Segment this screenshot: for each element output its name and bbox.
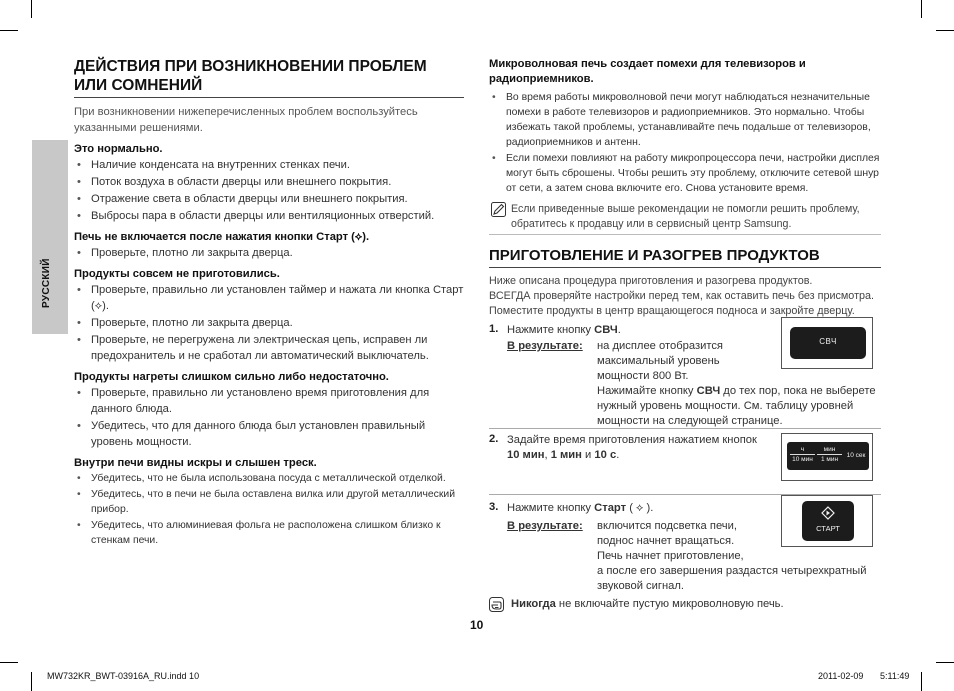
interference-heading: Микроволновая печь создает помехи для телевизоров и радиоприемников. [489,58,806,85]
note-text: Если приведенные выше рекомендации не помогли решить проблему, обратитесь к продавцу или в сервисный центр Samsung. [511,203,860,230]
cooking-title: ПРИГОТОВЛЕНИЕ И РАЗОГРЕВ ПРОДУКТОВ [489,247,881,268]
section-heading: Это нормально. [74,143,163,155]
list-item: • Проверьте, правильно ли установлено время приготовления для данного блюда. [74,385,464,417]
bullet-list [74,471,464,548]
bullet-list [74,245,464,261]
button-panel [787,442,869,470]
step-3 [489,501,881,591]
crop-mark [936,30,954,31]
list-item: • Проверьте, плотно ли закрыта дверца. [74,245,464,261]
footer-filename: MW732KR_BWT-03916A_RU.indd 10 [47,671,200,681]
step-text: Нажмите кнопку СВЧ. [507,324,621,336]
result-label: В результате: [507,340,583,352]
list-item: • Убедитесь, что не была использована посуда с металлической отделкой. [74,471,464,486]
desc-line: Ниже описана процедура приготовления и разогрева продуктов. [489,275,813,287]
step-text: Задайте время приготовления нажатием кнопок 10 мин, 1 мин и 10 с. [507,434,757,461]
crop-mark [31,0,32,18]
list-item: • Убедитесь, что алюминиевая фольга не расположена слишком близко к стенкам печи. [74,518,464,548]
display-readout: СВЧ [819,337,837,346]
warning-text: не включайте пустую микроволновую печь. [555,598,784,610]
crop-mark [31,672,32,691]
list-item: • Убедитесь, что для данного блюда был установлен правильный уровень мощности. [74,418,464,450]
section-heading: Продукты нагреты слишком сильно либо недостаточно. [74,371,389,383]
list-item: • Проверьте, правильно ли установлен таймер и нажата ли кнопка Старт (⟡). [74,282,464,314]
footer-date: 2011-02-09 [818,671,864,681]
start-button-label: СТАРТ [816,524,840,533]
warning-hand-icon [489,597,504,612]
list-item: • Выбросы пара в области дверцы или вентиляционных отверстий. [74,208,464,224]
result-text: на дисплее отобразится максимальный уровень мощности 800 Вт. Нажимайте кнопку СВЧ до тех пор, пока не выберете нужный уровень мощности. См. таблицу уровней мощности на следующей странице. [597,340,876,427]
section-heading: Продукты совсем не приготовились. [74,268,280,280]
language-tab [32,140,68,334]
list-item: • Наличие конденсата на внутренних стенках печи. [74,157,464,173]
bullet-list [489,90,881,196]
section-heading: Печь не включается после нажатия кнопки Старт (⟡). [74,231,370,243]
crop-mark [0,30,18,31]
display-illustration [781,317,873,369]
step-1 [489,323,881,429]
list-item: • Во время работы микроволновой печи могут наблюдаться незначительные помехи в работе телевизоров и радиоприемников. Это нормально. Чтобы избежать такой проблемы, устанавливайте печь подальше от телевизоров, радиоприемников и антенн. [489,90,881,150]
step-number: 2. [489,433,499,445]
step-2 [489,433,881,495]
start-button-graphic [802,501,854,541]
bullet-list [74,282,464,364]
troubleshooting-intro: При возникновении нижеперечисленных проблем воспользуйтесь указанными решениями. [74,106,418,134]
crop-mark [936,662,954,663]
warning-block [489,597,881,612]
cooking-description [489,274,881,319]
desc-line: Поместите продукты в центр вращающегося подноса и закройте дверцу. [489,305,855,317]
list-item: • Если помехи повлияют на работу микропроцессора печи, настройки дисплея могут быть сброшены. Чтобы решить эту проблему, отключите сетевой шнур от сети, а затем снова включите его. Снова установите время. [489,151,881,196]
list-item: • Проверьте, не перегружена ли электрическая цепь, исправен ли предохранитель и не сработал ли автоматический выключатель. [74,332,464,364]
start-button-illustration [781,495,873,547]
section-heading: Внутри печи видны искры и слышен треск. [74,457,317,469]
bullet-list [74,157,464,224]
crop-mark [0,662,18,663]
language-tab-label: РУССКИЙ [41,258,52,308]
bullet-list [74,385,464,450]
list-item: • Убедитесь, что в печи не была оставлена вилка или другой металлический прибор. [74,487,464,517]
one-min-button: мин 1 мин [817,445,842,464]
list-item: • Проверьте, плотно ли закрыта дверца. [74,315,464,331]
list-item: • Поток воздуха в области дверцы или внешнего покрытия. [74,174,464,190]
right-column [489,57,881,612]
warning-bold: Никогда [511,598,556,610]
list-item: • Отражение света в области дверцы или внешнего покрытия. [74,191,464,207]
step-text: Нажмите кнопку Старт ( ⟡ ). [507,502,654,514]
step-number: 3. [489,501,499,513]
time-buttons-illustration [781,433,873,481]
step-number: 1. [489,323,499,335]
desc-line: ВСЕГДА проверяйте настройки перед тем, как оставить печь без присмотра. [489,290,875,302]
footer-time: 5:11:49 [880,671,910,681]
ten-sec-button: 10 сек [846,452,866,459]
crop-mark [921,672,922,691]
troubleshooting-title: ДЕЙСТВИЯ ПРИ ВОЗНИКНОВЕНИИ ПРОБЛЕМ ИЛИ СОМНЕНИЙ [74,57,464,98]
ten-min-button: ч 10 мин [790,445,815,464]
page-number: 10 [470,618,484,632]
troubleshooting-section [74,57,464,548]
result-label: В результате: [507,520,583,532]
display-screen [790,327,866,359]
crop-mark [921,0,922,18]
start-diamond-icon [821,506,835,520]
note-icon [491,202,506,217]
result-text: включится подсветка печи, поднос начнет вращаться. Печь начнет приготовление, а после его завершения раздастся четырехкратный звуковой сигнал. [597,520,867,592]
note-block [489,202,881,235]
